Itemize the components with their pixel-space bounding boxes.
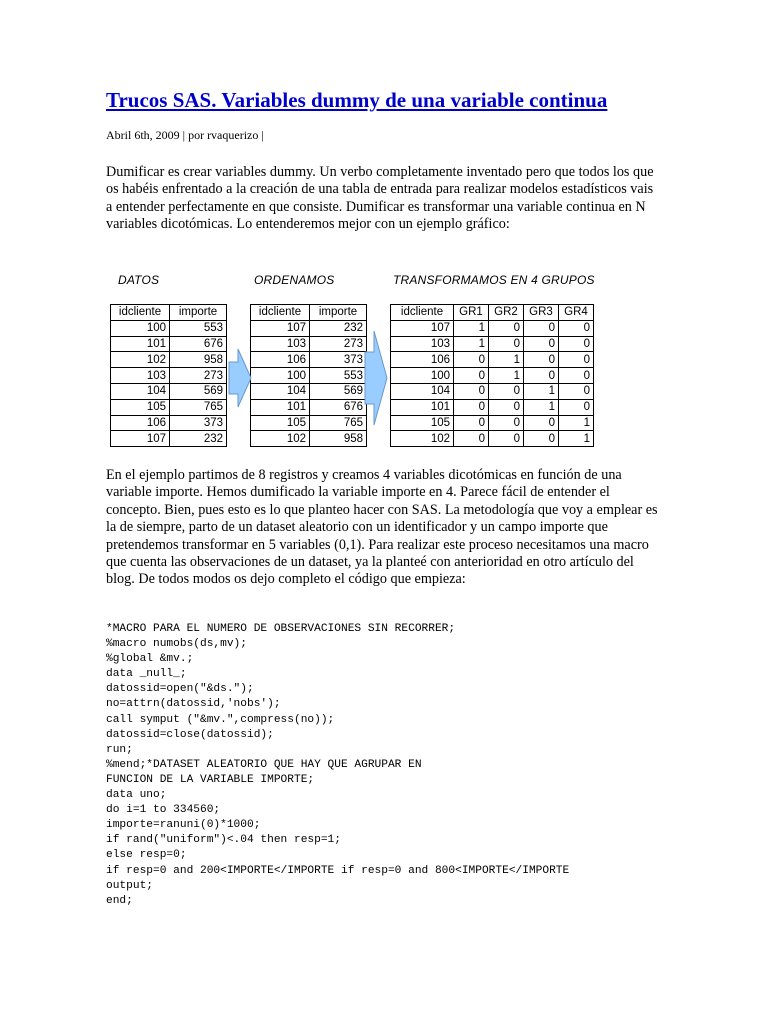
- table-cell: 1: [454, 320, 489, 336]
- table-row: [251, 415, 367, 431]
- table-cell: 0: [489, 320, 524, 336]
- table-cell: 104: [111, 383, 170, 399]
- table-cell: 101: [391, 399, 454, 415]
- ordenamos-label: ORDENAMOS: [254, 273, 335, 287]
- table-row: [251, 320, 367, 336]
- table-cell: 101: [251, 399, 310, 415]
- code-line: if rand("uniform")<.04 then resp=1;: [106, 834, 341, 847]
- column-header: importe: [310, 305, 367, 321]
- column-header: idcliente: [251, 305, 310, 321]
- table-cell: 1: [489, 368, 524, 384]
- table-row: [111, 399, 227, 415]
- table-cell: 100: [251, 368, 310, 384]
- ordenamos-table: [250, 304, 367, 447]
- code-line: run;: [106, 743, 133, 756]
- table-cell: 100: [111, 320, 170, 336]
- table-cell: 273: [170, 368, 227, 384]
- code-line: %global &mv.;: [106, 653, 194, 666]
- table-cell: 1: [559, 431, 594, 447]
- table-cell: 0: [524, 320, 559, 336]
- table-cell: 105: [391, 415, 454, 431]
- table-cell: 105: [251, 415, 310, 431]
- table-cell: 0: [454, 431, 489, 447]
- table-row: [111, 336, 227, 352]
- table-cell: 676: [170, 336, 227, 352]
- table-header-row: [251, 305, 367, 321]
- code-line: else resp=0;: [106, 849, 187, 862]
- table-row: [391, 352, 594, 368]
- code-line: call symput ("&mv.",compress(no));: [106, 713, 335, 726]
- table-cell: 0: [454, 415, 489, 431]
- code-line: %mend;*DATASET ALEATORIO QUE HAY QUE AGRUPAR EN: [106, 758, 422, 771]
- code-line: data uno;: [106, 789, 167, 802]
- table-cell: 104: [391, 383, 454, 399]
- table-cell: 569: [310, 383, 367, 399]
- code-line: if resp=0 and 200<IMPORTE</IMPORTE if resp=0 and 800<IMPORTE</IMPORTE: [106, 864, 570, 877]
- arrow-right-icon: [364, 330, 388, 426]
- table-cell: 765: [310, 415, 367, 431]
- table-cell: 103: [111, 368, 170, 384]
- table-cell: 958: [170, 352, 227, 368]
- table-cell: 106: [391, 352, 454, 368]
- table-row: [111, 431, 227, 447]
- table-cell: 1: [559, 415, 594, 431]
- table-cell: 0: [524, 352, 559, 368]
- table-cell: 373: [170, 415, 227, 431]
- code-line: datossid=close(datossid);: [106, 728, 274, 741]
- table-cell: 0: [559, 368, 594, 384]
- table-cell: 0: [524, 431, 559, 447]
- table-row: [111, 383, 227, 399]
- table-row: [391, 320, 594, 336]
- table-cell: 1: [489, 352, 524, 368]
- table-cell: 0: [454, 399, 489, 415]
- table-cell: 553: [170, 320, 227, 336]
- table-cell: 107: [251, 320, 310, 336]
- code-line: %macro numobs(ds,mv);: [106, 638, 247, 651]
- code-line: *MACRO PARA EL NUMERO DE OBSERVACIONES SIN RECORRER;: [106, 623, 456, 635]
- table-cell: 0: [559, 336, 594, 352]
- column-header: GR2: [489, 305, 524, 321]
- table-cell: 106: [251, 352, 310, 368]
- table-cell: 101: [111, 336, 170, 352]
- table-cell: 102: [251, 431, 310, 447]
- table-row: [391, 383, 594, 399]
- table-cell: 0: [489, 399, 524, 415]
- datos-label: DATOS: [118, 273, 160, 287]
- table-row: [391, 336, 594, 352]
- table-cell: 0: [559, 383, 594, 399]
- table-row: [251, 399, 367, 415]
- table-cell: 107: [391, 320, 454, 336]
- table-cell: 553: [310, 368, 367, 384]
- transformamos-table: [390, 304, 594, 447]
- post-title-link[interactable]: Trucos SAS. Variables dummy de una variable continua: [106, 88, 608, 112]
- code-line: FUNCION DE LA VARIABLE IMPORTE;: [106, 773, 315, 786]
- code-line: do i=1 to 334560;: [106, 804, 221, 817]
- table-cell: 0: [559, 352, 594, 368]
- table-row: [391, 399, 594, 415]
- table-cell: 958: [310, 431, 367, 447]
- table-header-row: [391, 305, 594, 321]
- post-meta: Abril 6th, 2009 | por rvaquerizo |: [106, 128, 264, 142]
- column-header: idcliente: [391, 305, 454, 321]
- table-cell: 1: [524, 383, 559, 399]
- table-cell: 100: [391, 368, 454, 384]
- table-cell: 107: [111, 431, 170, 447]
- table-cell: 0: [559, 320, 594, 336]
- table-cell: 0: [489, 431, 524, 447]
- table-cell: 0: [489, 383, 524, 399]
- table-cell: 106: [111, 415, 170, 431]
- intro-paragraph: Dumificar es crear variables dummy. Un verbo completamente inventado pero que todos los que os habéis enfrentado a la creación de una tabla de entrada para realizar modelos estadísticos vais a entender perfectamente en que consiste. Dumificar es transformar una variable continua en N variables dicotómicas. Lo entenderemos mejor con un ejemplo gráfico:: [106, 164, 654, 233]
- code-line: datossid=open("&ds.");: [106, 683, 254, 696]
- arrow-right-icon: [228, 348, 252, 408]
- table-cell: 0: [454, 368, 489, 384]
- table-cell: 0: [489, 336, 524, 352]
- table-header-row: [111, 305, 227, 321]
- table-cell: 0: [559, 399, 594, 415]
- table-cell: 0: [524, 368, 559, 384]
- table-cell: 232: [170, 431, 227, 447]
- column-header: GR1: [454, 305, 489, 321]
- column-header: importe: [170, 305, 227, 321]
- table-row: [391, 415, 594, 431]
- table-cell: 0: [524, 336, 559, 352]
- table-cell: 0: [489, 415, 524, 431]
- sas-code-block: [106, 622, 569, 909]
- table-row: [111, 320, 227, 336]
- table-cell: 103: [391, 336, 454, 352]
- table-row: [251, 352, 367, 368]
- column-header: GR4: [559, 305, 594, 321]
- transformamos-label: TRANSFORMAMOS EN 4 GRUPOS: [393, 273, 595, 287]
- table-cell: 1: [454, 336, 489, 352]
- table-row: [391, 368, 594, 384]
- table-cell: 765: [170, 399, 227, 415]
- column-header: GR3: [524, 305, 559, 321]
- table-cell: 0: [454, 352, 489, 368]
- table-row: [251, 368, 367, 384]
- code-line: importe=ranuni(0)*1000;: [106, 819, 261, 832]
- table-cell: 676: [310, 399, 367, 415]
- code-line: end;: [106, 894, 133, 907]
- table-cell: 232: [310, 320, 367, 336]
- table-cell: 103: [251, 336, 310, 352]
- table-row: [251, 431, 367, 447]
- table-cell: 104: [251, 383, 310, 399]
- code-line: no=attrn(datossid,'nobs');: [106, 698, 281, 711]
- table-cell: 102: [391, 431, 454, 447]
- table-row: [111, 368, 227, 384]
- table-row: [391, 431, 594, 447]
- table-row: [111, 352, 227, 368]
- table-cell: 569: [170, 383, 227, 399]
- code-line: data _null_;: [106, 668, 187, 681]
- table-row: [111, 415, 227, 431]
- table-cell: 1: [524, 399, 559, 415]
- table-cell: 0: [524, 415, 559, 431]
- datos-table: [110, 304, 227, 447]
- table-cell: 0: [454, 383, 489, 399]
- body-paragraph: En el ejemplo partimos de 8 registros y creamos 4 variables dicotómicas en función de una variable importe. Hemos dumificado la variable importe en 4. Parece fácil de entender el concepto. Bien, pues esto es lo que planteo hacer con SAS. La metodología que voy a emplear es la de siempre, parto de un dataset aleatorio con un identificador y un campo importe que pretendemos transformar en 5 variables (0,1). Para realizar este proceso necesitamos una macro que cuenta las observaciones de un dataset, ya la planteé con anterioridad en otro artículo del blog. De todos modos os dejo completo el código que empieza:: [106, 467, 658, 588]
- table-row: [251, 383, 367, 399]
- code-line: output;: [106, 879, 153, 892]
- column-header: idcliente: [111, 305, 170, 321]
- table-cell: 102: [111, 352, 170, 368]
- table-row: [251, 336, 367, 352]
- table-cell: 273: [310, 336, 367, 352]
- table-cell: 105: [111, 399, 170, 415]
- table-cell: 373: [310, 352, 367, 368]
